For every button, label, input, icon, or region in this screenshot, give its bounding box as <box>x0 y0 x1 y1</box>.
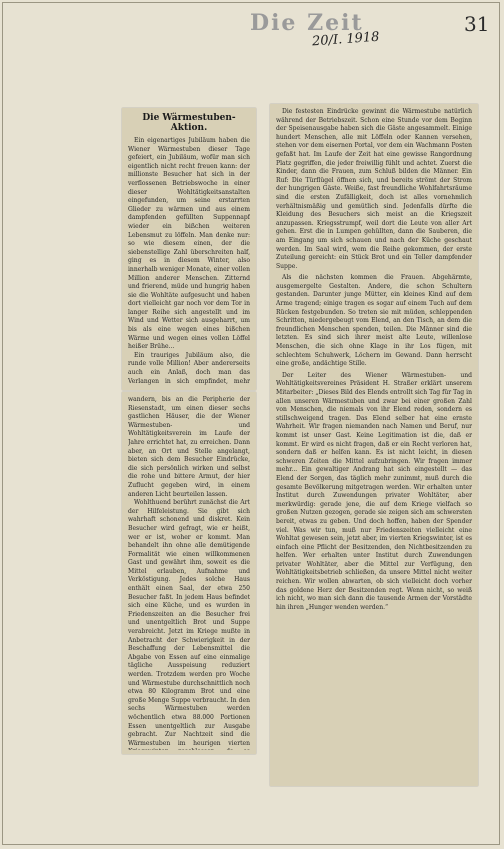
article-title: Die Wärmestuben-Aktion. <box>142 113 236 133</box>
newspaper-masthead: Die Zeit <box>250 10 364 36</box>
paragraph: Wohlthuend berührt zunächst die Art der Hilfeleistung. Sie gibt sich wahrhaft schonend und diskret. Kein Besucher wird gefragt, wie er heißt, wer er ist, woher er kommt. Man behandelt ihn ohne alle demütigende Formalität wie einen willkommenen Gast und gewährt ihm, soweit es die Mittel erlauben, Aufnahme und Verköstigung. Jedes solche Haus enthält einen Saal, der etwa 250 Besucher faßt. In jedem Haus befindet sich eine Küche, und es wurden in Friedenszeiten an die Besucher frei und unentgeltlich Brot und Suppe verabreicht. Jetzt im Kriege mußte in Anbetracht der Schwierigkeit in der Beschaffung der Lebensmittel die Abgabe von Essen auf eine einmalige tägliche Ausspeisung reduziert werden. Trotzdem werden pro Woche und Wärmestube durchschnittlich noch etwa 80 Kilogramm Brot und eine große Menge Suppe verbraucht. In den sechs Wärmestuben werden wöchentlich etwa 88.000 Portionen Essen unentgeltlich zur Ausgabe gebracht. Zur Nachtzeit sind die Wärmestuben im heurigen vierten <box>128 499 250 747</box>
paragraph: Ein trauriges Jubiläum also, die runde volle Million! Aber andererseits auch ein Anlaß, doch man das Verlangen in sich empfindet, mehr <box>128 351 250 385</box>
clipping-column-1-top <box>122 108 256 390</box>
article-body-col1-top <box>128 137 250 386</box>
paragraph: wandern, bis an die Peripherie der Riesenstadt, um einen dieser sechs gastlichen Häuser, die der Wiener Wärmestuben- und Wohltätigkeitsverein im Laufe der Jahre errichtet hat, zu erreichen. Dann aber, an Ort und Stelle angelangt, bieten sich dem Besucher Eindrücke, die sich persönlich wirken und selbst die rohe und bittere Armut, der hier Zuflucht gegeben wird, in einem anderen Licht beurteilen lassen. <box>128 396 250 498</box>
paragraph: Als die nächsten kommen die Frauen. Abgehärmte, ausgemergelte Gestalten. Andere, die schon Schultern gestanden. Darunter junge Mütter, ein kleines Kind auf dem Arme tragend; einige tragen es sogar auf einem Tuch auf dem Rücken festgebunden. So treten sie mit müden, schleppenden Schritten, niedergebeugt vom Elend, an den Tisch, an dem die freundlichen Menschen spenden, teilen. Die Männer sind die letzten. Es sind sich ihrer meist alte Leute, willenlose Menschen, die sich ohne Klage in ihr Los fügen, mit schlechtem Schuhwerk, Löchern im Gewand. Dann herrscht eine große, andächtige Stille. <box>276 274 472 368</box>
paragraph: Ein eigenartiges Jubiläum haben die Wiener Wärmestuben dieser Tage gefeiert, ein Jubiläum, wofür man sich eigentlich nicht recht freuen kann: der millionste Besucher hat sich in der verflossenen Betriebswoche in einer dieser Wohltätigkeitsanstalten eingefunden, um seine erstarrten Glieder zu wärmen und aus einem dampfenden gefüllten Suppennapf wieder ein bißchen weiteren Lebensmut zu löffeln. Man denke nur: so wie diesem einen, der die siebenstellige Zahl überschreiten half, ging es in diesem Winter, also innerhalb weniger Monate, einer vollen Million anderer Menschen. Zitternd und frierend, müde und hungrig haben sie die Wohltäte aufgesucht und haben dort vielleicht gar noch vor dem Tor in langer Reihe sich angestellt und im Wind und Wetter sich ausgeharrt, um bis als eine wegen eines bißchen Wärme und wegen eines vollen Löffel heißer Brühe... <box>128 137 250 351</box>
article-body-col1-bottom <box>128 396 250 750</box>
page-number: 31 <box>464 12 490 36</box>
paragraph: Die festesten Eindrücke gewinnt die Wärmestube natürlich während der Betriebszeit. Schon eine Stunde vor dem Beginn der Speisenausgabe haben sich die Gäste angesammelt. Einige hundert Menschen, alle mit Löffeln oder Kannen versehen, stehen vor dem eisernen Portal, vor dem ein Wachmann Posten gefaßt hat. Im Laufe der Zeit hat eine gewisse Rangordnung Platz gegriffen, die jeder freiwillig fühlt und achtet. Zuerst die Kinder, dann die Frauen, zum Schluß bilden die Männer. Ein Ruf: Die Türflügel öffnen sich, und bereits strömt der Strom der hungrigen Gäste. Weiße, fast freundliche Wohlfahrtsräume sind die ersten Zufälligkeit, doch ist alles vornehmlich verhältnismäßig und gemütlich sind. Jedenfalls dürfte die Kleidung des Besuchers sich meist an die Kriegszeit anzupassen. Kriegsstrumpf, weil dort die Leute von aller Art gehen. Erst die in Lumpen gehüllten, dann die Sauberen, die am Eingang um sich schauen und nach der Küche geschaut werden. Im Saal wird, wem die Reihe gekommen, der erste Zuteilung gereicht: ein Stück Brot und ein Teller dampfender Suppe. <box>276 108 472 270</box>
clipping-column-1-bottom <box>122 392 256 754</box>
clipping-column-2 <box>270 104 478 786</box>
paragraph: Der Leiter des Wiener Wärmestuben- und Wohltätigkeitsvereines Präsident H. Straßer erklärt unserem Mitarbeiter: „Dieses Bild des Elends entrollt sich Tag für Tag in allen unseren Wärmestuben und zwar bei einer großen Zahl von Menschen, die niemals von ihr Elend reden, sondern es stillschweigend tragen. Das Elend selber hat eine ernste Wahrheit. Wir fragen niemanden nach Namen und Beruf, nur kommt ist unser Gast. Keine Legitimation ist die, daß er kommt. Er wird es nicht fragen, daß er ein Recht verloren hat, sondern daß er helfen kann. Es ist nicht leicht, in diesen schweren Zeiten die Mittel aufzubringen. Wir fragen immer mehr... Ein gewaltiger Andrang hat sich eingestellt — das Elend der Sorgen, das täglich mehr zunimmt, muß durch die gesamte Bevölkerung mitgetragen werden. Wir erhalten unter Institut durch Zuwendungen privater Wohltäter, aber merkwürdig: gerade jene, die auf dem Kriege vielfach so großen Nutzen gezogen, gerade sie zeigen sich am schwersten bereit, etwas zu geben. Und doch hoffen, haben der Spender viel. Was wir tun, muß nur Friedenszeiten vielleicht eine Wohltat gewesen sein, jetzt aber, im vierten Kriegswinter, ist es einfach eine Pflicht der Besitzenden, den Nichtbesitzenden zu helfen. Wer erhalten unter Institut durch Zuwendungen privater Wohltäter, aber die Mittel zur Verfügung, den Wohltätigkeitsbetrieb schließen, da unsere Mittel nicht weiter reichen. Wir wollen abwarten, ob sich vielleicht doch vorher das goldene Herz der Besitzenden regt. Wenn nicht, so weiß ich nicht, wo man sich dann die tausende Armen der Vorstädte hin ihren „Hunger wenden werden.“ <box>276 371 472 611</box>
article-body-col2 <box>276 108 472 612</box>
handwritten-date: 20/I. 1918 <box>311 29 380 50</box>
